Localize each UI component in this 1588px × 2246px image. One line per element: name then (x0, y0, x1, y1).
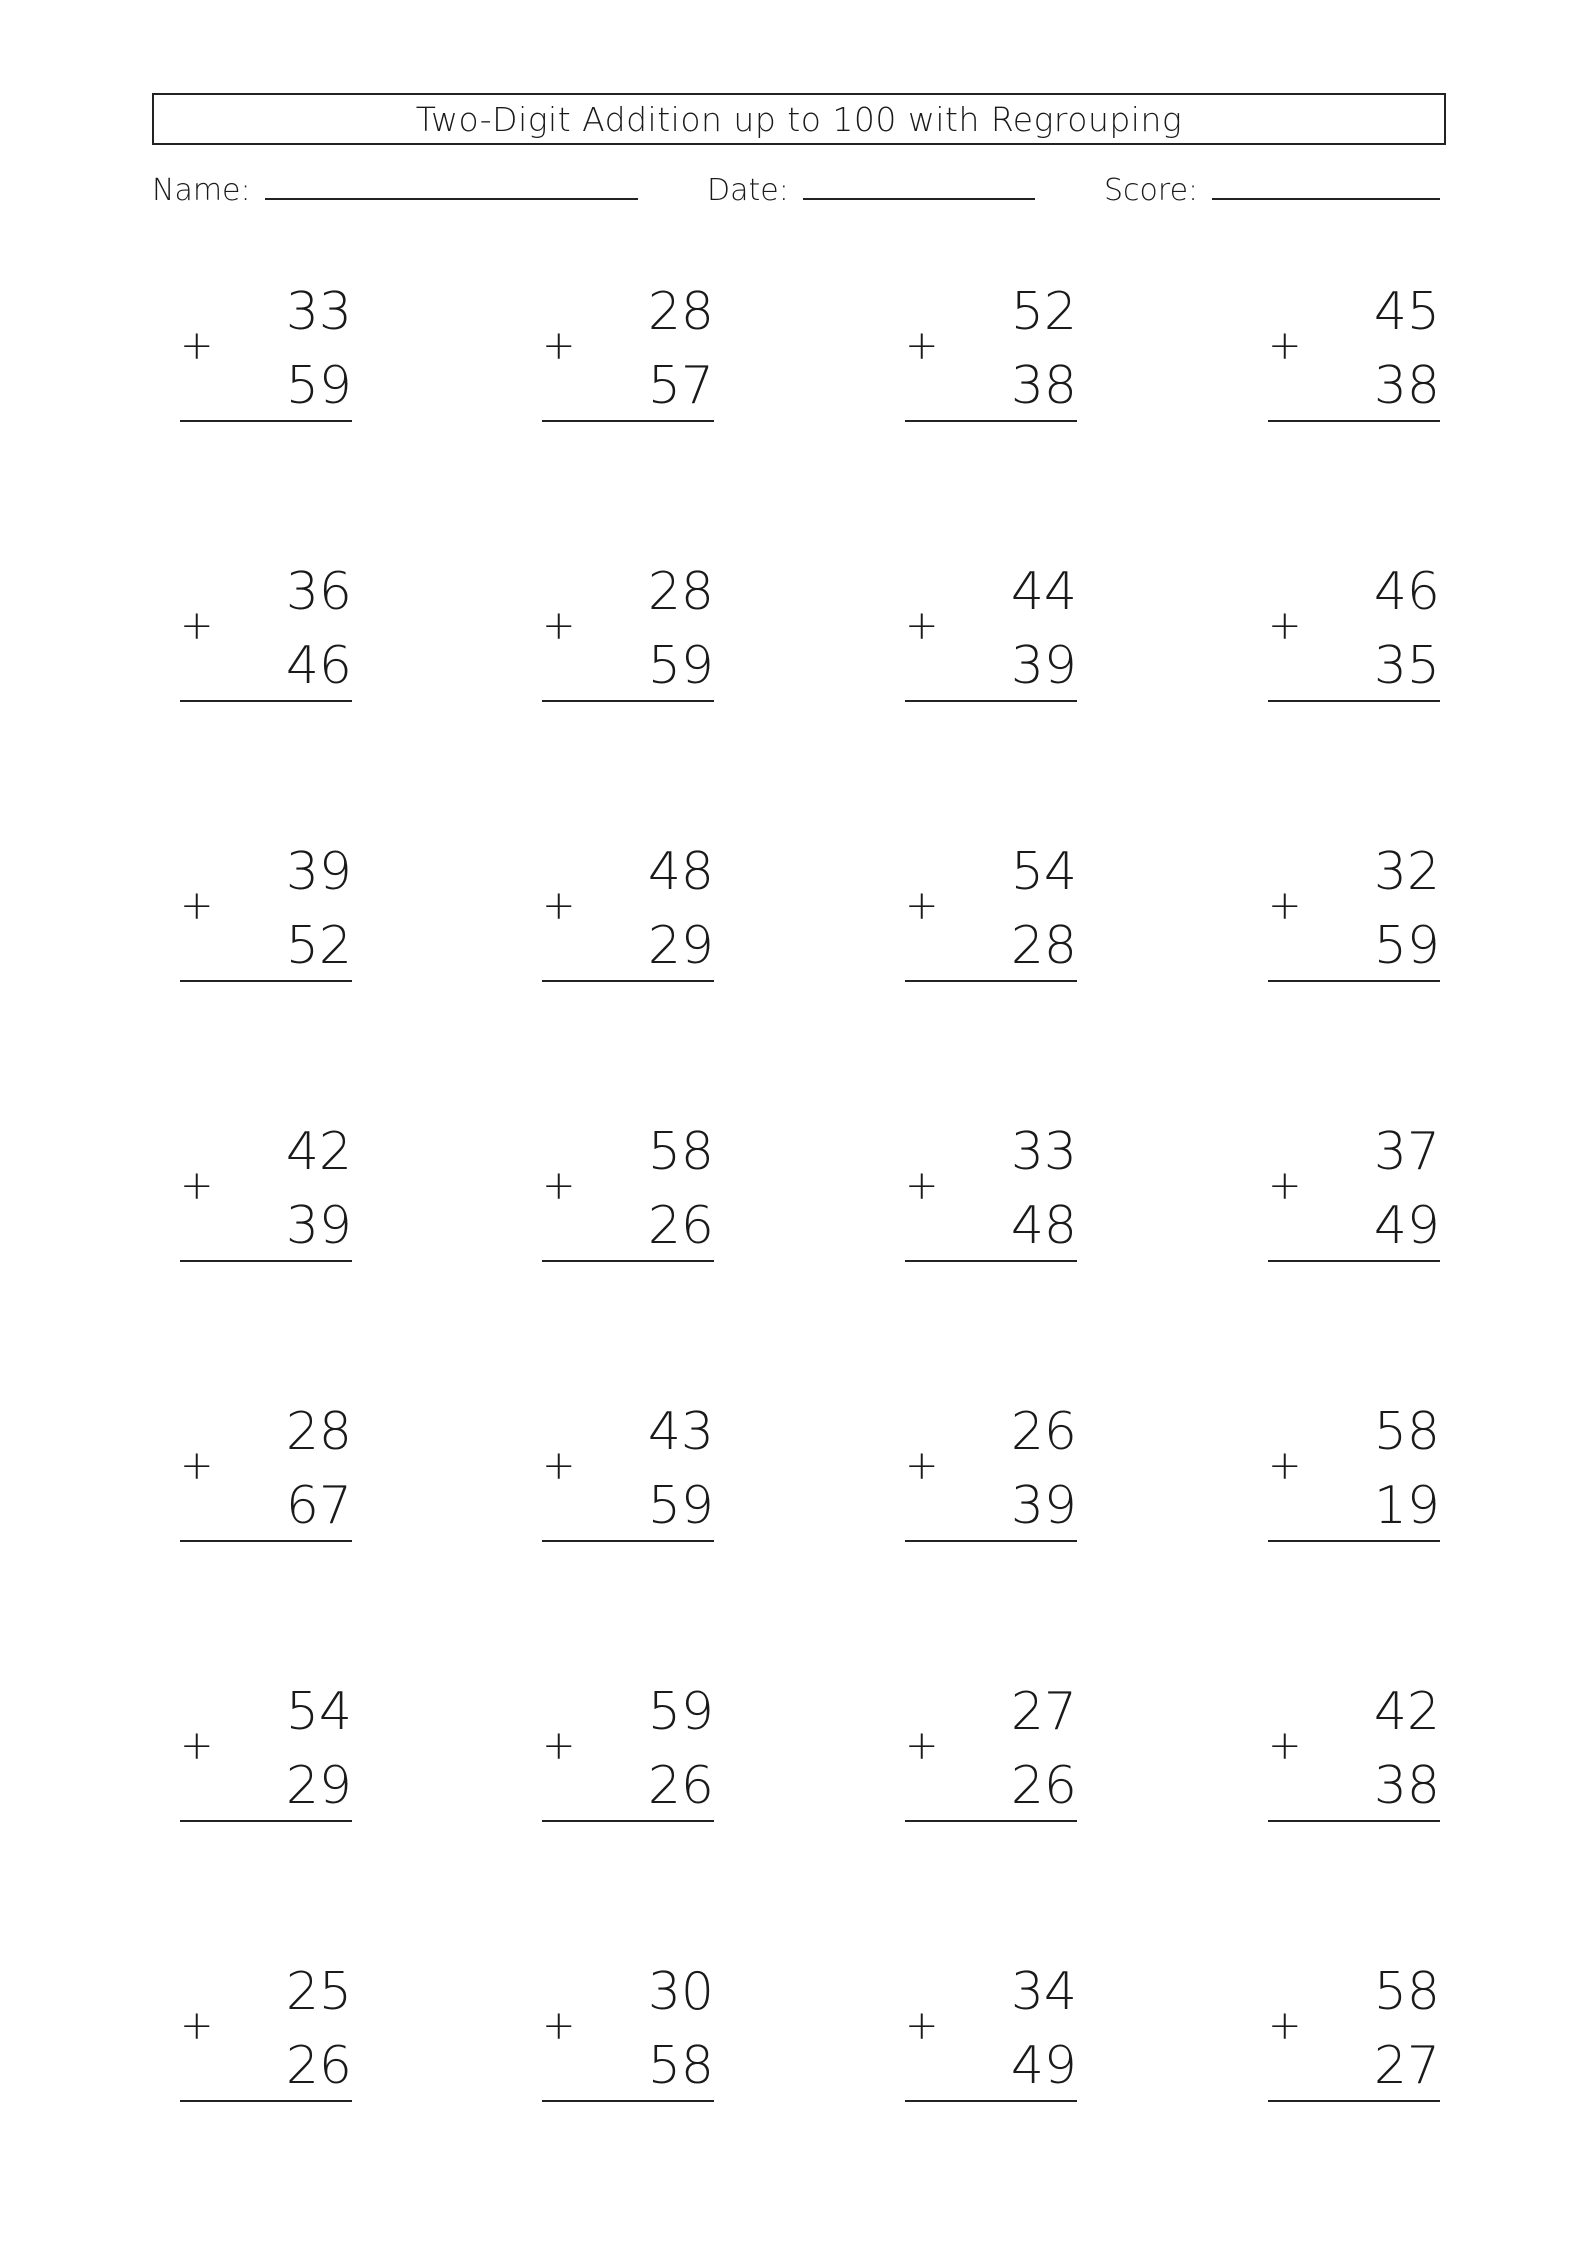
plus-sign: + (1268, 323, 1302, 369)
answer-line[interactable] (542, 1260, 714, 1262)
plus-sign: + (542, 603, 576, 649)
addend-bottom: 26 (1010, 1756, 1077, 1816)
addend-bottom: 58 (647, 2036, 714, 2096)
plus-sign: + (542, 883, 576, 929)
addition-problem (180, 562, 352, 726)
addend-top: 30 (647, 1962, 714, 2022)
addend-bottom: 38 (1010, 356, 1077, 416)
plus-sign: + (180, 2003, 214, 2049)
answer-line[interactable] (1268, 980, 1440, 982)
addition-problem (542, 282, 714, 446)
answer-line[interactable] (905, 700, 1077, 702)
addend-top: 33 (285, 282, 352, 342)
answer-line[interactable] (1268, 700, 1440, 702)
addition-problem (1268, 282, 1440, 446)
addend-bottom: 26 (647, 1196, 714, 1256)
addend-bottom: 52 (285, 916, 352, 976)
addend-bottom: 46 (285, 636, 352, 696)
addend-top: 33 (1010, 1122, 1077, 1182)
answer-line[interactable] (542, 700, 714, 702)
addend-top: 43 (647, 1402, 714, 1462)
addend-bottom: 26 (285, 2036, 352, 2096)
addition-problem (1268, 1122, 1440, 1286)
addend-bottom: 48 (1010, 1196, 1077, 1256)
addend-top: 58 (1373, 1962, 1440, 2022)
plus-sign: + (542, 323, 576, 369)
addition-problem (180, 1122, 352, 1286)
addend-top: 28 (647, 562, 714, 622)
answer-line[interactable] (542, 420, 714, 422)
plus-sign: + (180, 323, 214, 369)
addend-top: 52 (1010, 282, 1077, 342)
plus-sign: + (905, 2003, 939, 2049)
addend-top: 34 (1010, 1962, 1077, 2022)
addend-bottom: 67 (285, 1476, 352, 1536)
answer-line[interactable] (180, 1820, 352, 1822)
addend-top: 26 (1010, 1402, 1077, 1462)
score-label: Score: (1104, 173, 1199, 208)
addend-top: 59 (647, 1682, 714, 1742)
answer-line[interactable] (1268, 1540, 1440, 1542)
addition-problem (1268, 1402, 1440, 1566)
addend-bottom: 38 (1373, 356, 1440, 416)
addend-top: 32 (1373, 842, 1440, 902)
plus-sign: + (542, 1163, 576, 1209)
plus-sign: + (1268, 1443, 1302, 1489)
addend-bottom: 29 (285, 1756, 352, 1816)
addition-problem (180, 1682, 352, 1846)
addend-bottom: 39 (1010, 636, 1077, 696)
addend-top: 28 (647, 282, 714, 342)
addition-problem (542, 1122, 714, 1286)
worksheet-title: Two-Digit Addition up to 100 with Regrouping (152, 93, 1446, 145)
plus-sign: + (180, 603, 214, 649)
addition-problem (905, 562, 1077, 726)
answer-line[interactable] (905, 1260, 1077, 1262)
plus-sign: + (905, 883, 939, 929)
addition-problem (180, 1402, 352, 1566)
answer-line[interactable] (542, 2100, 714, 2102)
addend-top: 58 (1373, 1402, 1440, 1462)
answer-line[interactable] (905, 2100, 1077, 2102)
addend-bottom: 35 (1373, 636, 1440, 696)
answer-line[interactable] (1268, 2100, 1440, 2102)
addition-problem (905, 1962, 1077, 2126)
plus-sign: + (905, 323, 939, 369)
answer-line[interactable] (180, 980, 352, 982)
plus-sign: + (180, 1723, 214, 1769)
addition-problem (905, 1122, 1077, 1286)
addition-problem (180, 842, 352, 1006)
plus-sign: + (542, 2003, 576, 2049)
addend-top: 28 (285, 1402, 352, 1462)
addition-problem (542, 1962, 714, 2126)
answer-line[interactable] (1268, 420, 1440, 422)
addend-top: 25 (285, 1962, 352, 2022)
answer-line[interactable] (180, 420, 352, 422)
addend-top: 42 (285, 1122, 352, 1182)
name-label: Name: (152, 173, 251, 208)
plus-sign: + (180, 1163, 214, 1209)
addend-bottom: 27 (1373, 2036, 1440, 2096)
addition-problem (1268, 562, 1440, 726)
addition-problem (542, 562, 714, 726)
plus-sign: + (1268, 1723, 1302, 1769)
addend-bottom: 38 (1373, 1756, 1440, 1816)
plus-sign: + (180, 883, 214, 929)
addend-bottom: 19 (1373, 1476, 1440, 1536)
answer-line[interactable] (180, 700, 352, 702)
addend-top: 48 (647, 842, 714, 902)
addend-top: 58 (647, 1122, 714, 1182)
addend-top: 46 (1373, 562, 1440, 622)
addend-bottom: 29 (647, 916, 714, 976)
plus-sign: + (542, 1723, 576, 1769)
addition-problem (1268, 1962, 1440, 2126)
addend-top: 36 (285, 562, 352, 622)
addend-bottom: 59 (647, 636, 714, 696)
addition-problem (905, 282, 1077, 446)
addend-top: 45 (1373, 282, 1440, 342)
addend-bottom: 28 (1010, 916, 1077, 976)
addend-top: 44 (1010, 562, 1077, 622)
answer-line[interactable] (1268, 1260, 1440, 1262)
plus-sign: + (1268, 603, 1302, 649)
addition-problem (1268, 842, 1440, 1006)
plus-sign: + (180, 1443, 214, 1489)
addend-bottom: 59 (647, 1476, 714, 1536)
answer-line[interactable] (905, 980, 1077, 982)
answer-line[interactable] (180, 1260, 352, 1262)
answer-line[interactable] (905, 1820, 1077, 1822)
addend-top: 54 (1010, 842, 1077, 902)
plus-sign: + (1268, 2003, 1302, 2049)
plus-sign: + (905, 1163, 939, 1209)
answer-line[interactable] (905, 420, 1077, 422)
addend-bottom: 59 (285, 356, 352, 416)
date-label: Date: (707, 173, 789, 208)
answer-line[interactable] (542, 1820, 714, 1822)
plus-sign: + (905, 1443, 939, 1489)
addend-bottom: 49 (1373, 1196, 1440, 1256)
addend-bottom: 39 (1010, 1476, 1077, 1536)
answer-line[interactable] (542, 1540, 714, 1542)
plus-sign: + (905, 603, 939, 649)
addition-problem (905, 1682, 1077, 1846)
addition-problem (180, 282, 352, 446)
addend-top: 54 (285, 1682, 352, 1742)
addition-problem (1268, 1682, 1440, 1846)
answer-line[interactable] (1268, 1820, 1440, 1822)
addition-problem (905, 1402, 1077, 1566)
addition-problem (542, 842, 714, 1006)
addend-top: 27 (1010, 1682, 1077, 1742)
addition-problem (180, 1962, 352, 2126)
addend-top: 42 (1373, 1682, 1440, 1742)
addend-bottom: 39 (285, 1196, 352, 1256)
plus-sign: + (542, 1443, 576, 1489)
plus-sign: + (905, 1723, 939, 1769)
answer-line[interactable] (180, 1540, 352, 1542)
addition-problem (542, 1682, 714, 1846)
addition-problem (905, 842, 1077, 1006)
addend-top: 37 (1373, 1122, 1440, 1182)
addend-bottom: 57 (647, 356, 714, 416)
addend-bottom: 49 (1010, 2036, 1077, 2096)
answer-line[interactable] (905, 1540, 1077, 1542)
addend-bottom: 59 (1373, 916, 1440, 976)
addend-bottom: 26 (647, 1756, 714, 1816)
addend-top: 39 (285, 842, 352, 902)
plus-sign: + (1268, 1163, 1302, 1209)
answer-line[interactable] (180, 2100, 352, 2102)
answer-line[interactable] (542, 980, 714, 982)
addition-problem (542, 1402, 714, 1566)
plus-sign: + (1268, 883, 1302, 929)
